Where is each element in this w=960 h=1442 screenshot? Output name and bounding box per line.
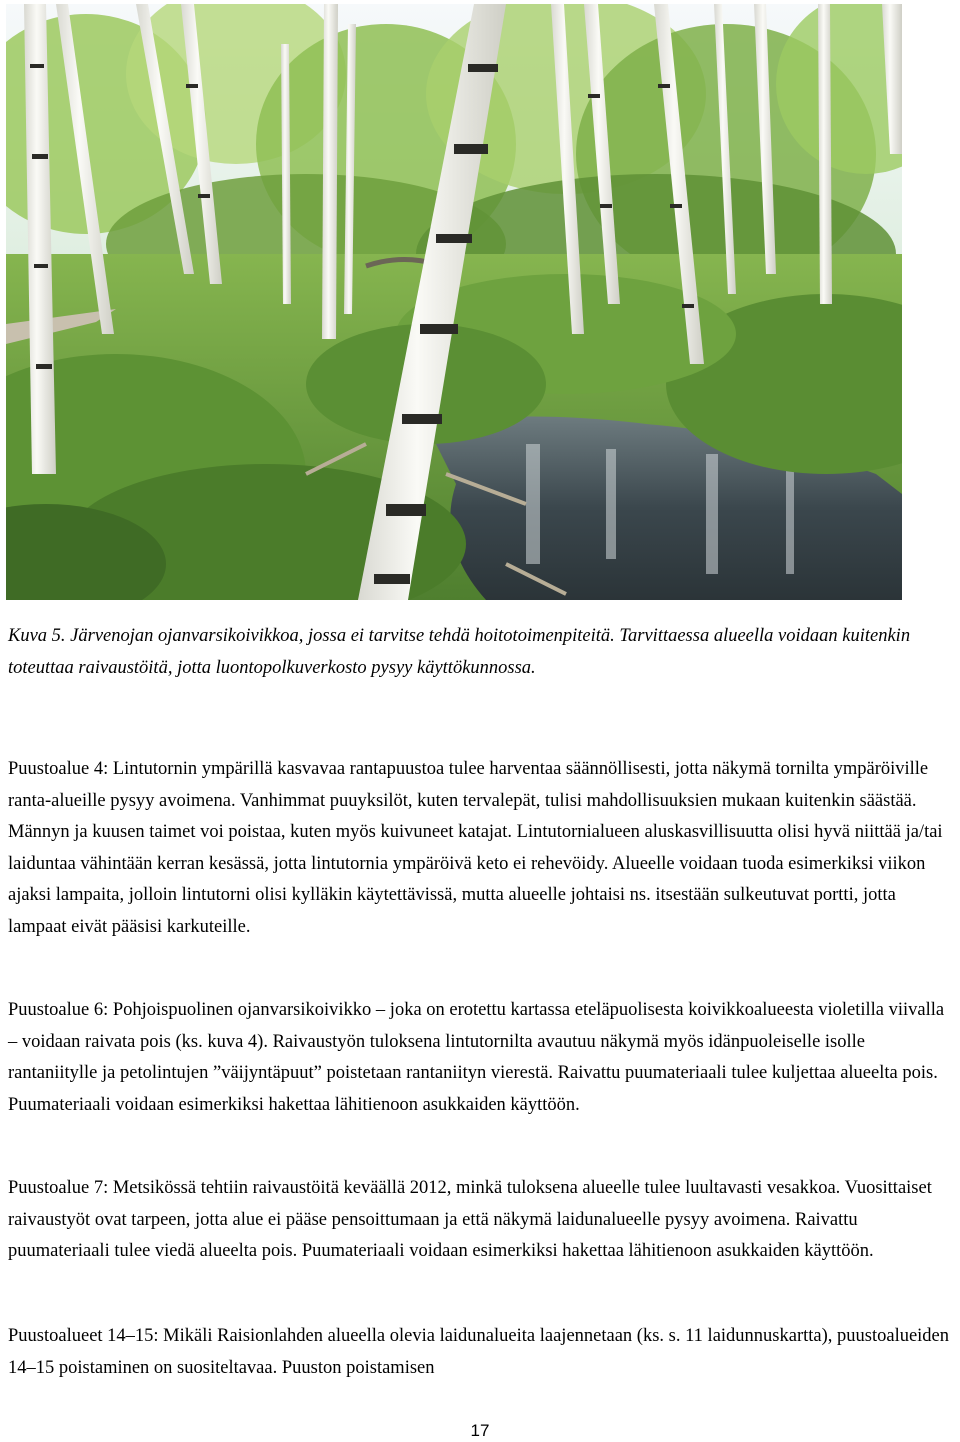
paragraph-puustoalue-7: Puustoalue 7: Metsikössä tehtiin raivaustöitä keväällä 2012, minkä tuloksena alueelle tulee luultavasti vesakkoa. Vuosittaiset raivaustyöt ovat tarpeen, jotta alue ei pääse pensoittumaan ja että näkymä laidunalueelle pysyy avoimena. Raivattu puumateriaali tulee viedä alueelta pois. Puumateriaali voidaan esimerkiksi hakettaa lähitienoon asukkaiden käyttöön. [8, 1178, 932, 1262]
birch-grove-illustration [6, 4, 902, 600]
page-number: 17 [470, 1421, 490, 1440]
paragraph-puustoalue-6: Puustoalue 6: Pohjoispuolinen ojanvarsikoivikko – joka on erotettu kartassa eteläpuolisesta koivikkoalueesta violetilla viivalla – voidaan raivata pois (ks. kuva 4). Raivaustyön tuloksena lintutornilta avautuu näkymä myös idänpuoleiselle isolle rantaniitylle ja petolintujen ”väijyntäpuut” poistetaan rantaniityn vierestä. Raivattu puumateriaali tulee kuljettaa alueelta pois. Puumateriaali voidaan esimerkiksi hakettaa lähitienoon asukkaiden käyttöön. [8, 1000, 945, 1115]
paragraph-puustoalue-4: Puustoalue 4: Lintutornin ympärillä kasvavaa rantapuustoa tulee harventaa säännöllisesti, jotta näkymä tornilta ympäröiville ranta-alueille pysyy avoimena. Vanhimmat puuyksilöt, kuten tervalepät, tulisi mahdollisuuksien mukaan kuitenkin säästää. Männyn ja kuusen taimet voi poistaa, kuten myös kuivuneet katajat. Lintutornialueen aluskasvillisuutta olisi hyvä niittää ja/tai laiduntaa vähintään kerran kesässä, jotta lintutornia ympäröivä keto ei rehevöidy. Alueelle voidaan tuoda esimerkiksi viikon ajaksi lampaita, jolloin lintutorni olisi kylläkin käytettävissä, mutta alueelle johtaisi ns. itsestään sulkeutuvat portti, jotta lampaat eivät pääsisi karkuteille. [8, 759, 943, 937]
figure-caption: Kuva 5. Järvenojan ojanvarsikoivikkoa, jossa ei tarvitse tehdä hoitotoimenpiteitä. Tarvittaessa alueella voidaan kuitenkin toteuttaa raivaustöitä, jotta luontopolkuverkosto pysyy käyttökunnossa. [8, 626, 911, 678]
birch-grove-photo [6, 4, 902, 600]
paragraph-puustoalueet-14-15: Puustoalueet 14–15: Mikäli Raisionlahden alueella olevia laidunalueita laajennetaan (ks. s. 11 laidunnuskartta), puustoalueiden 14–15 poistaminen on suositeltavaa. Puuston poistamisen [8, 1326, 950, 1378]
